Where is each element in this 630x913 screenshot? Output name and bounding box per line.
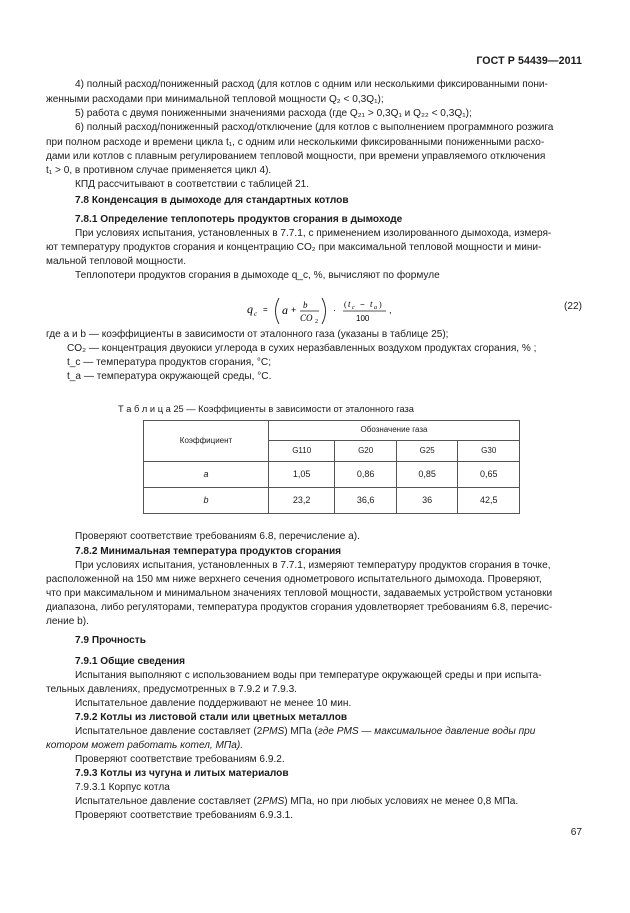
s791-line-3: Испытательное давление поддерживают не менее 10 мин. bbox=[75, 698, 352, 709]
s791-line-1: Испытания выполняют с использованием воды при температуре окружающей среды и при испыта- bbox=[75, 670, 542, 681]
section-7-9-1-heading: 7.9.1 Общие сведения bbox=[75, 656, 185, 667]
row-a-g20: 0,86 bbox=[335, 462, 397, 488]
s782-line-2: расположенной на 150 мм ниже верхнего сечения однометрового испытательного дымохода. Проверяют, bbox=[46, 574, 542, 585]
row-a-g30: 0,65 bbox=[458, 462, 520, 488]
header-gas-g25: G25 bbox=[396, 441, 458, 462]
row-a-g25: 0,85 bbox=[396, 462, 458, 488]
formula-dot: · bbox=[333, 305, 336, 315]
s7931-line bbox=[75, 795, 518, 809]
formula-minus: − bbox=[360, 300, 365, 309]
header-gas-designation: Обозначение газа bbox=[269, 421, 520, 441]
s781-p2: Теплопотери продуктов сгорания в дымоходе q_c, %, вычисляют по формуле bbox=[75, 270, 440, 281]
formula-tc: t bbox=[348, 299, 351, 309]
s7931-line-c: ) МПа, но при любых условиях не менее 0,8 МПа. bbox=[284, 796, 519, 807]
row-b-coef: b bbox=[144, 488, 269, 514]
section-7-9-2-heading: 7.9.2 Котлы из листовой стали или цветных металлов bbox=[75, 712, 348, 723]
section-7-8-2-heading: 7.8.2 Минимальная температура продуктов сгорания bbox=[75, 546, 342, 557]
formula-lhs: q bbox=[247, 302, 253, 316]
s781-p1-line-2: ют температуру продуктов сгорания и концентрацию CO₂ при максимальной тепловой мощности и мини- bbox=[46, 242, 542, 253]
s7931-check: Проверяют соответствие требованиям 6.9.3.1. bbox=[75, 810, 294, 821]
section-7-9-heading: 7.9 Прочность bbox=[75, 635, 146, 646]
s792-line-1 bbox=[75, 725, 535, 739]
section-7-9-3-heading: 7.9.3 Котлы из чугуна и литых материалов bbox=[75, 768, 289, 779]
formula-22 bbox=[246, 292, 426, 332]
formula-num-paren-close: ) bbox=[379, 300, 382, 309]
section-7-8-1-heading: 7.8.1 Определение теплопотерь продуктов сгорания в дымоходе bbox=[75, 214, 403, 225]
row-a-coef: a bbox=[144, 462, 269, 488]
formula-plus: + bbox=[291, 305, 297, 315]
formula-num-paren-open: ( bbox=[344, 300, 347, 309]
row-b-g25: 36 bbox=[396, 488, 458, 514]
s7931-line-pms: PMS bbox=[262, 796, 285, 807]
item-4-line-1: 4) полный расход/пониженный расход (для котлов с одним или несколькими фиксированными пони- bbox=[75, 79, 548, 90]
formula-number: (22) bbox=[564, 301, 582, 312]
item-4-line-2: женными расходами при минимальной тепловой мощности Q₂ < 0,3Q₁); bbox=[46, 94, 384, 105]
where-line-1: где a и b — коэффициенты в зависимости от эталонного газа (указаны в таблице 25); bbox=[46, 329, 449, 340]
item-5: 5) работа с двумя пониженными значениями расхода (где Q₂₁ > 0,3Q₁ и Q₂₂ < 0,3Q₁); bbox=[75, 108, 472, 119]
s781-p1-line-1: При условиях испытания, установленных в 7.7.1, с применением изолированного дымохода, измеря- bbox=[75, 228, 552, 239]
row-b-g30: 42,5 bbox=[458, 488, 520, 514]
formula-a: a bbox=[282, 303, 288, 317]
standard-header: ГОСТ Р 54439—2011 bbox=[476, 55, 582, 67]
header-gas-g30: G30 bbox=[458, 441, 520, 462]
s781-p1-line-3: мальной тепловой мощности. bbox=[46, 256, 187, 267]
formula-b: b bbox=[303, 300, 308, 310]
s792-line-1-c: ) МПа ( bbox=[284, 726, 318, 737]
formula-lhs-sub: c bbox=[254, 310, 258, 318]
kpd-text: КПД рассчитывают в соответствии с таблицей 21. bbox=[75, 179, 310, 190]
where-line-3: t_c — температура продуктов сгорания, °C; bbox=[67, 357, 272, 368]
s782-line-5: ление b). bbox=[46, 616, 89, 627]
formula-comma: , bbox=[389, 305, 392, 315]
formula-ta: t bbox=[370, 299, 373, 309]
header-gas-g20: G20 bbox=[335, 441, 397, 462]
section-7-8-heading: 7.8 Конденсация в дымоходе для стандартных котлов bbox=[75, 195, 349, 206]
formula-co2: CO bbox=[300, 313, 313, 323]
row-a-g110: 1,05 bbox=[269, 462, 335, 488]
s782-line-4: диапазона, либо регуляторами, температура продуктов сгорания удовлетворяет требованиям 6.8, перечис- bbox=[46, 602, 553, 613]
formula-co2-sub: 2 bbox=[315, 319, 318, 325]
s792-line-1-d: где PMS — максимальное давление воды при bbox=[317, 726, 536, 737]
formula-close-paren bbox=[322, 298, 326, 324]
table-25 bbox=[143, 420, 520, 514]
s7931-line-a: Испытательное давление составляет (2 bbox=[75, 796, 263, 807]
s792-check: Проверяют соответствие требованиям 6.9.2. bbox=[75, 754, 285, 765]
formula-ta-sub: a bbox=[374, 305, 377, 311]
s792-line-1-a: Испытательное давление составляет (2 bbox=[75, 726, 263, 737]
formula-equals: = bbox=[263, 305, 268, 314]
item-6-line-4: t₁ > 0, в противном случае применяется цикл 4). bbox=[46, 165, 272, 176]
header-gas-g110: G110 bbox=[269, 441, 335, 462]
s791-line-2: тельных давлениях, предусмотренных в 7.9.2 и 7.9.3. bbox=[46, 684, 297, 695]
item-6-line-2: при полном расходе и времени цикла t₁, с одним или несколькими фиксированными пониженными расхо- bbox=[46, 137, 545, 148]
check-6-8-a: Проверяют соответствие требованиям 6.8, перечисление а). bbox=[75, 531, 360, 542]
s792-line-1-pms: PMS bbox=[262, 726, 285, 737]
where-line-2: CO₂ — концентрация двуокиси углерода в сухих неразбавленных воздухом продуктах сгорания, % ; bbox=[67, 343, 537, 354]
s7931-title: 7.9.3.1 Корпус котла bbox=[75, 782, 170, 793]
table-25-caption: Т а б л и ц а 25 — Коэффициенты в зависимости от эталонного газа bbox=[118, 404, 414, 414]
formula-tc-sub: c bbox=[352, 305, 355, 311]
formula-hundred: 100 bbox=[356, 314, 370, 323]
table-row bbox=[144, 488, 520, 514]
where-line-4: t_a — температура окружающей среды, °C. bbox=[67, 371, 272, 382]
item-6-line-3: дами или котлов с плавным регулированием тепловой мощности, при времени управляемого отключения bbox=[46, 151, 546, 162]
formula-open-paren bbox=[276, 298, 280, 324]
row-b-g20: 36,6 bbox=[335, 488, 397, 514]
row-b-g110: 23,2 bbox=[269, 488, 335, 514]
s792-line-2: котором может работать котел, МПа). bbox=[46, 740, 244, 751]
header-coefficient: Коэффициент bbox=[144, 421, 269, 462]
page-number: 67 bbox=[570, 827, 582, 838]
item-6-line-1: 6) полный расход/пониженный расход/отключение (для котлов с выполнением программного розжига bbox=[75, 122, 554, 133]
s782-line-3: что при максимальном и минимальном значениях тепловой мощности, задаваемых устройством установки bbox=[46, 588, 553, 599]
table-row bbox=[144, 462, 520, 488]
s782-line-1: При условиях испытания, установленных в 7.7.1, измеряют температуру продуктов сгорания в точке, bbox=[75, 560, 551, 571]
